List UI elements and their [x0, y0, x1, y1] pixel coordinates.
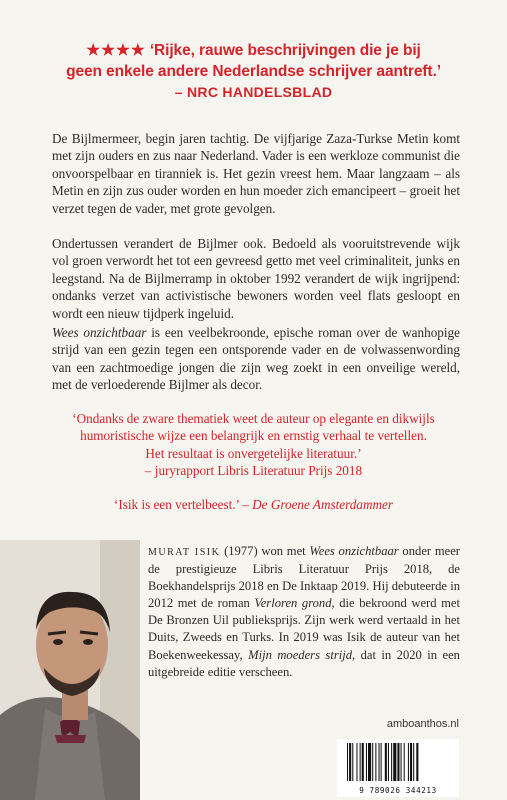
press-quote [40, 496, 467, 513]
bio-book-title-1: Wees onzichtbaar [309, 544, 399, 558]
author-name: MURAT ISIK [148, 547, 221, 558]
press-quote-source: De Groene Amsterdammer [252, 497, 394, 512]
review-quote-line2: geen enkele andere Nederlandse schrijver aantreft.’ [66, 63, 441, 80]
barcode-bar [356, 743, 357, 781]
jury-quote [40, 410, 467, 480]
barcode-bar [416, 743, 418, 781]
review-quote-line1: ‘Rijke, rauwe beschrijvingen die je bij [149, 42, 421, 59]
author-photo [0, 540, 140, 800]
blurb-paragraph-3-text: is een veelbekroonde, epische roman over de wanhopige strijd van een gezin tegen een ontsporende vader en de volwassenwording van een zachtmoedige jongen die zijn weg zoekt in een onveilige wereld, met de verloederende Bijlmer als decor. [52, 325, 461, 393]
barcode-bar [385, 743, 387, 781]
barcode-bar [388, 743, 389, 781]
bio-text-2: onder meer de prestigieuze Libris Literatuur Prijs 2018, de Boekhandelsprijs 2018 en De Inktaap 2019. Hij debuteerde in 2012 met de roman [148, 544, 460, 611]
bio-book-title-2: Verloren grond [254, 596, 332, 611]
barcode-bar [393, 743, 396, 781]
bio-text-1: (1977) won met [220, 544, 310, 558]
review-attribution: – NRC HANDELSBLAD [174, 84, 333, 100]
barcode-bar [372, 743, 373, 781]
barcode-bar [404, 743, 405, 781]
publisher-website: amboanthos.nl [386, 718, 459, 730]
barcode-bars [337, 739, 459, 785]
barcode-bar [368, 743, 371, 781]
barcode-bar [379, 743, 380, 781]
barcode-bar [375, 743, 376, 781]
barcode-bar [349, 743, 351, 781]
rating-stars: ★★★★ [86, 42, 146, 59]
barcode-bar [366, 743, 367, 781]
barcode-bar [397, 743, 399, 781]
isbn-barcode [337, 739, 459, 797]
jury-quote-line3: Het resultaat is onvergetelijke literatuur.’ [145, 445, 362, 461]
jury-quote-line2: humoristische wijze een belangrijk en ernstig verhaal te vertellen. [80, 428, 427, 444]
barcode-bar [360, 743, 361, 781]
author-portrait-illustration [0, 540, 140, 800]
barcode-bar [381, 743, 382, 781]
blurb-paragraph-1: De Bijlmermeer, begin jaren tachtig. De vijfjarige Zaza-Turkse Metin komt met zijn ouders en zus naar Nederland. Vader is een werkloze communist die onvoorspelbaar en tiranniek is. Het gezin vreest hem. Maar langzaam – als Metin en zijn zus ouder worden en hun moeder zich emancipeert – groeit het verzet tegen de vader, met grote gevolgen. [52, 131, 460, 216]
bio-text-3: , die bekroond werd met De Bronzen Uil publieksprijs. Zijn werk werd vertaald in het Duits, Zweeds en Turks. In 2019 was Isik de auteur van het Boekenweekessay, [148, 596, 460, 662]
barcode-bar [408, 743, 409, 781]
isbn-number: 9 789026 344213 [359, 786, 437, 795]
bio-text-4: , dat in 2020 in een uitgebreide editie verscheen. [148, 647, 460, 679]
barcode-bar [352, 743, 353, 781]
jury-quote-line1: ‘Ondanks de zware thematiek weet de auteur op elegante en dikwijls [72, 411, 435, 426]
blurb-paragraph-2: Ondertussen verandert de Bijlmer ook. Bedoeld als vooruitstrevende wijk vol groen verwordt het tot een gevreesd getto met veel criminaliteit, junks en leegstand. Na de Bijlmerramp in oktober 1992 verandert de wijk ingrijpend: ondanks verzet van activistische bewoners worden veel flats gesloopt en wordt een nieuw tijdperk ingeluid. [52, 236, 460, 321]
barcode-bar [401, 743, 402, 781]
book-title: Wees onzichtbaar [52, 325, 147, 340]
review-header [0, 40, 507, 103]
barcode-bar [410, 743, 412, 781]
barcode-bar [391, 743, 392, 781]
press-quote-text: ‘Isik is een vertelbeest.’ – [113, 497, 253, 512]
barcode-bar [362, 743, 364, 781]
barcode-bar [347, 743, 348, 781]
blurb-paragraph-3 [52, 324, 460, 394]
bio-book-title-3: Mijn moeders strijd [248, 647, 353, 662]
author-bio [148, 543, 460, 681]
jury-quote-attribution: – juryrapport Libris Literatuur Prijs 2018 [144, 463, 363, 479]
barcode-bar [413, 743, 414, 781]
